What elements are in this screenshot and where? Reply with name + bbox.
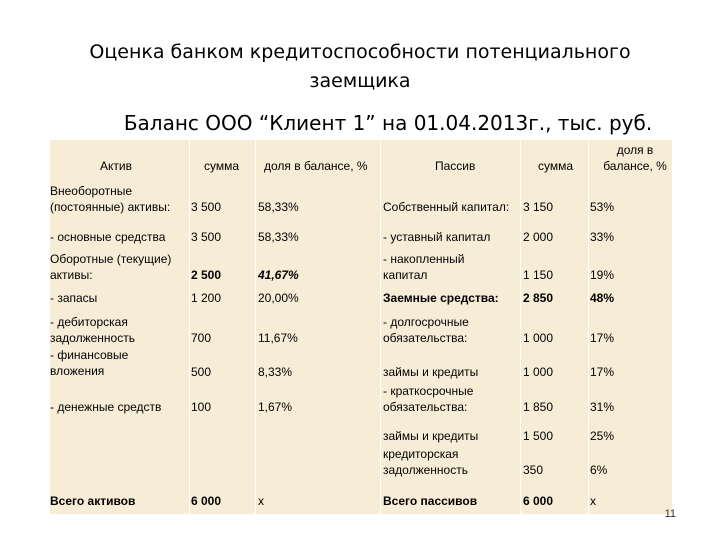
- row-5-dolya-p: 17%: [590, 331, 615, 345]
- row-1-aktiv: [50, 183, 170, 215]
- row-5-dolya: 11,67%: [258, 331, 298, 345]
- row-1-aktiv-line-1: Внеоборотные: [50, 184, 133, 198]
- row-6-dolya: 8,33%: [258, 365, 293, 379]
- row-9-dolya-p: 6%: [590, 463, 608, 477]
- column-separator: [189, 140, 190, 514]
- page-number: 11: [664, 508, 676, 520]
- row-5-summa: 700: [191, 331, 212, 345]
- row-6-summa: 500: [191, 365, 212, 379]
- row-4-dolya: 20,00%: [258, 291, 299, 305]
- row-7-dolya: 1,67%: [258, 400, 293, 414]
- row-3-summa-p: 1 150: [523, 268, 554, 282]
- header-dolya-1: доля в балансе, %: [264, 159, 368, 173]
- row-6-dolya-p: 17%: [590, 365, 615, 379]
- header-passiv: Пассив: [435, 159, 476, 173]
- header-dolya-2: [598, 142, 672, 174]
- column-separator: [520, 140, 521, 514]
- column-separator: [380, 140, 381, 514]
- row-2-dolya-p: 33%: [590, 230, 615, 244]
- slide-subtitle: Баланс ООО “Клиент 1” на 01.04.2013г., тыс. руб.: [123, 111, 653, 135]
- column-separator: [255, 140, 256, 514]
- row-5-aktiv-line-1: - дебиторская: [50, 315, 128, 329]
- row-1-aktiv-line-2: (постоянные) активы:: [50, 200, 171, 214]
- row-4-summa-p: 2 850: [523, 291, 554, 305]
- row-7-summa: 100: [191, 400, 212, 414]
- row-5-aktiv-line-2: задолженность: [50, 331, 135, 345]
- row-3-dolya-p: 19%: [590, 268, 615, 282]
- header-summa-1: сумма: [204, 159, 240, 173]
- row-4-summa: 1 200: [191, 291, 222, 305]
- row-5-aktiv: [50, 314, 135, 346]
- row-total-dolya: x: [258, 494, 264, 508]
- row-total-summa: 6 000: [191, 494, 222, 508]
- row-total-aktiv: Всего активов: [50, 494, 136, 508]
- header-aktiv: Актив: [100, 159, 132, 173]
- row-1-passiv: Собственный капитал:: [383, 200, 510, 214]
- slide-title-line-2: заемщика: [309, 70, 411, 92]
- row-5-passiv-line-1: - долгосрочные: [383, 315, 469, 329]
- row-3-aktiv-line-2: активы:: [50, 268, 93, 282]
- row-6-aktiv-line-1: - финансовые: [50, 348, 129, 362]
- column-separator: [588, 140, 589, 514]
- row-1-summa-p: 3 150: [523, 200, 554, 214]
- row-3-aktiv: [50, 251, 171, 283]
- slide-title-line-1: Оценка банком кредитоспособности потенциального: [89, 41, 631, 63]
- row-7-passiv: [383, 383, 473, 415]
- row-5-passiv: [383, 314, 469, 346]
- row-1-dolya-p: 53%: [590, 200, 615, 214]
- header-summa-2: сумма: [538, 159, 574, 173]
- row-6-passiv: займы и кредиты: [383, 365, 479, 379]
- header-dolya-2-line-1: доля в: [616, 143, 654, 157]
- balance-table: [50, 140, 672, 514]
- row-7-aktiv: - денежные средств: [50, 400, 162, 414]
- row-2-dolya: 58,33%: [258, 230, 299, 244]
- row-8-dolya-p: 25%: [590, 429, 615, 443]
- row-total-passiv: Всего пассивов: [383, 494, 478, 508]
- row-9-passiv: [383, 446, 468, 478]
- row-9-passiv-line-2: задолженность: [383, 463, 468, 477]
- row-7-dolya-p: 31%: [590, 400, 615, 414]
- row-2-aktiv: - основные средства: [50, 230, 166, 244]
- row-3-aktiv-line-1: Оборотные (текущие): [50, 252, 172, 266]
- row-9-summa-p: 350: [523, 463, 544, 477]
- row-4-dolya-p: 48%: [590, 291, 615, 305]
- row-5-passiv-line-2: обязательства:: [383, 331, 468, 345]
- row-3-passiv-line-2: капитал: [383, 268, 428, 282]
- row-2-summa-p: 2 000: [523, 230, 554, 244]
- row-1-summa: 3 500: [191, 200, 222, 214]
- row-7-passiv-line-2: обязательства:: [383, 400, 468, 414]
- row-6-aktiv-line-2: вложения: [50, 364, 105, 378]
- row-3-summa: 2 500: [191, 268, 222, 282]
- row-1-dolya: 58,33%: [258, 200, 299, 214]
- row-total-summa-p: 6 000: [523, 494, 554, 508]
- row-3-passiv-line-1: - накопленный: [383, 252, 465, 266]
- row-7-passiv-line-1: - краткосрочные: [383, 384, 474, 398]
- row-5-summa-p: 1 000: [523, 331, 554, 345]
- header-dolya-2-line-2: балансе, %: [603, 159, 667, 173]
- row-6-summa-p: 1 000: [523, 365, 554, 379]
- row-8-passiv: займы и кредиты: [383, 429, 479, 443]
- slide-title: [60, 38, 660, 96]
- row-6-aktiv: [50, 347, 128, 379]
- row-8-summa-p: 1 500: [523, 429, 554, 443]
- row-3-passiv: [383, 251, 464, 283]
- row-4-aktiv: - запасы: [50, 291, 98, 305]
- row-4-passiv: Заемные средства:: [383, 291, 499, 305]
- row-total-dolya-p: x: [590, 494, 596, 508]
- row-9-passiv-line-1: кредиторская: [383, 447, 459, 461]
- row-7-summa-p: 1 850: [523, 400, 554, 414]
- row-3-dolya: 41,67%: [258, 268, 299, 282]
- row-2-summa: 3 500: [191, 230, 222, 244]
- row-2-passiv: - уставный капитал: [383, 230, 491, 244]
